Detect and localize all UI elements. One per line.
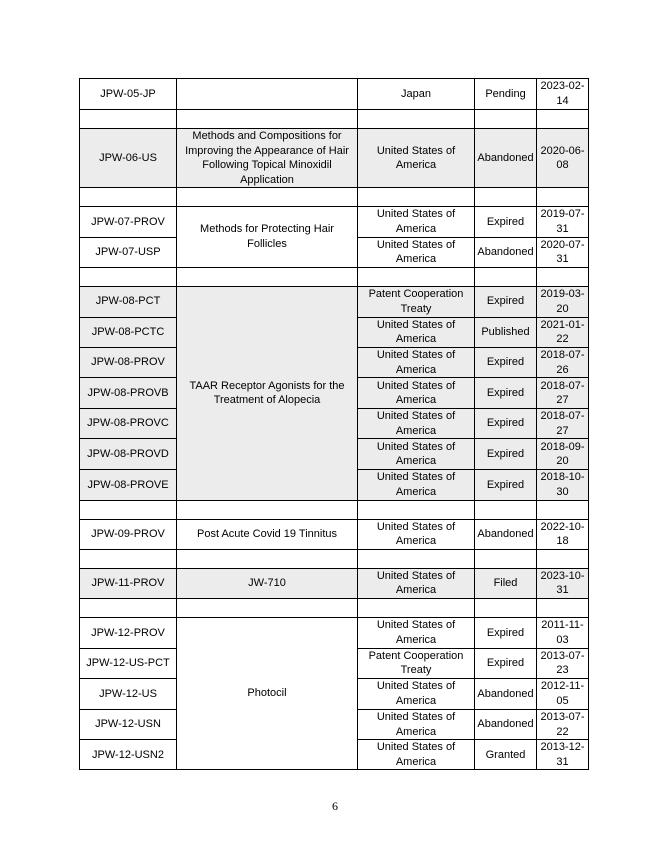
patent-status: Expired	[475, 470, 537, 500]
patent-status: Expired	[475, 648, 537, 678]
patent-status: Expired	[475, 286, 537, 317]
patent-date: 2011-11-03	[537, 617, 589, 648]
table-row	[80, 79, 589, 110]
patent-table	[79, 78, 589, 770]
patent-status: Abandoned	[475, 237, 537, 267]
patent-country: United States of America	[358, 317, 475, 347]
patent-id: JPW-05-JP	[80, 79, 177, 110]
patent-title: Methods for Protecting Hair Follicles	[177, 207, 358, 267]
patent-status: Expired	[475, 207, 537, 237]
patent-country: United States of America	[358, 470, 475, 500]
patent-id: JPW-08-PCT	[80, 286, 177, 317]
patent-id: JPW-07-PROV	[80, 207, 177, 237]
patent-date: 2012-11-05	[537, 679, 589, 710]
table-row	[80, 129, 589, 188]
patent-country: Patent Cooperation Treaty	[358, 648, 475, 678]
spacer-row	[80, 500, 589, 519]
patent-date: 2013-07-22	[537, 710, 589, 740]
patent-id: JPW-06-US	[80, 129, 177, 188]
patent-date: 2013-07-23	[537, 648, 589, 678]
page-number: 6	[332, 799, 338, 813]
spacer-row	[80, 598, 589, 617]
patent-status: Expired	[475, 378, 537, 409]
patent-date: 2021-01-22	[537, 317, 589, 347]
patent-status: Expired	[475, 617, 537, 648]
table-row	[80, 207, 589, 237]
patent-date: 2019-07-31	[537, 207, 589, 237]
spacer-row	[80, 267, 589, 286]
patent-country: Japan	[358, 79, 475, 110]
patent-id: JPW-08-PROVC	[80, 409, 177, 439]
patent-country: United States of America	[358, 710, 475, 740]
spacer-row	[80, 549, 589, 568]
table-row	[80, 286, 589, 317]
patent-country: United States of America	[358, 409, 475, 439]
patent-date: 2018-09-20	[537, 439, 589, 470]
patent-id: JPW-08-PCTC	[80, 317, 177, 347]
patent-country: United States of America	[358, 519, 475, 549]
patent-country: United States of America	[358, 347, 475, 377]
patent-date: 2020-06-08	[537, 129, 589, 188]
patent-date: 2023-02-14	[537, 79, 589, 110]
patent-id: JPW-09-PROV	[80, 519, 177, 549]
patent-id: JPW-08-PROVD	[80, 439, 177, 470]
table-row	[80, 617, 589, 648]
patent-id: JPW-07-USP	[80, 237, 177, 267]
patent-date: 2022-10-18	[537, 519, 589, 549]
patent-title: JW-710	[177, 568, 358, 598]
patent-country: United States of America	[358, 679, 475, 710]
patent-status: Abandoned	[475, 710, 537, 740]
patent-date: 2018-07-27	[537, 409, 589, 439]
patent-id: JPW-08-PROVB	[80, 378, 177, 409]
patent-country: United States of America	[358, 237, 475, 267]
patent-title: Photocil	[177, 617, 358, 770]
patent-status: Abandoned	[475, 519, 537, 549]
patent-title	[177, 79, 358, 110]
patent-country: United States of America	[358, 378, 475, 409]
patent-status: Expired	[475, 439, 537, 470]
patent-status: Expired	[475, 409, 537, 439]
patent-country: United States of America	[358, 129, 475, 188]
patent-country: United States of America	[358, 617, 475, 648]
patent-country: Patent Cooperation Treaty	[358, 286, 475, 317]
patent-date: 2020-07-31	[537, 237, 589, 267]
patent-title: TAAR Receptor Agonists for the Treatment of Alopecia	[177, 286, 358, 500]
patent-id: JPW-12-US-PCT	[80, 648, 177, 678]
patent-id: JPW-11-PROV	[80, 568, 177, 598]
patent-country: United States of America	[358, 207, 475, 237]
patent-date: 2019-03-20	[537, 286, 589, 317]
patent-title: Post Acute Covid 19 Tinnitus	[177, 519, 358, 549]
table-row	[80, 519, 589, 549]
patent-country: United States of America	[358, 568, 475, 598]
patent-status: Pending	[475, 79, 537, 110]
patent-status: Abandoned	[475, 679, 537, 710]
patent-id: JPW-08-PROVE	[80, 470, 177, 500]
patent-id: JPW-12-PROV	[80, 617, 177, 648]
table-row	[80, 568, 589, 598]
patent-date: 2018-10-30	[537, 470, 589, 500]
patent-id: JPW-12-USN2	[80, 740, 177, 770]
patent-title: Methods and Compositions for Improving the Appearance of Hair Following Topical Minoxidil Application	[177, 129, 358, 188]
patent-country: United States of America	[358, 439, 475, 470]
patent-date: 2018-07-27	[537, 378, 589, 409]
patent-status: Expired	[475, 347, 537, 377]
patent-id: JPW-12-USN	[80, 710, 177, 740]
patent-status: Granted	[475, 740, 537, 770]
spacer-row	[80, 110, 589, 129]
patent-date: 2023-10-31	[537, 568, 589, 598]
patent-status: Filed	[475, 568, 537, 598]
patent-date: 2013-12-31	[537, 740, 589, 770]
patent-status: Published	[475, 317, 537, 347]
patent-status: Abandoned	[475, 129, 537, 188]
patent-id: JPW-12-US	[80, 679, 177, 710]
patent-country: United States of America	[358, 740, 475, 770]
spacer-row	[80, 188, 589, 207]
patent-id: JPW-08-PROV	[80, 347, 177, 377]
patent-date: 2018-07-26	[537, 347, 589, 377]
